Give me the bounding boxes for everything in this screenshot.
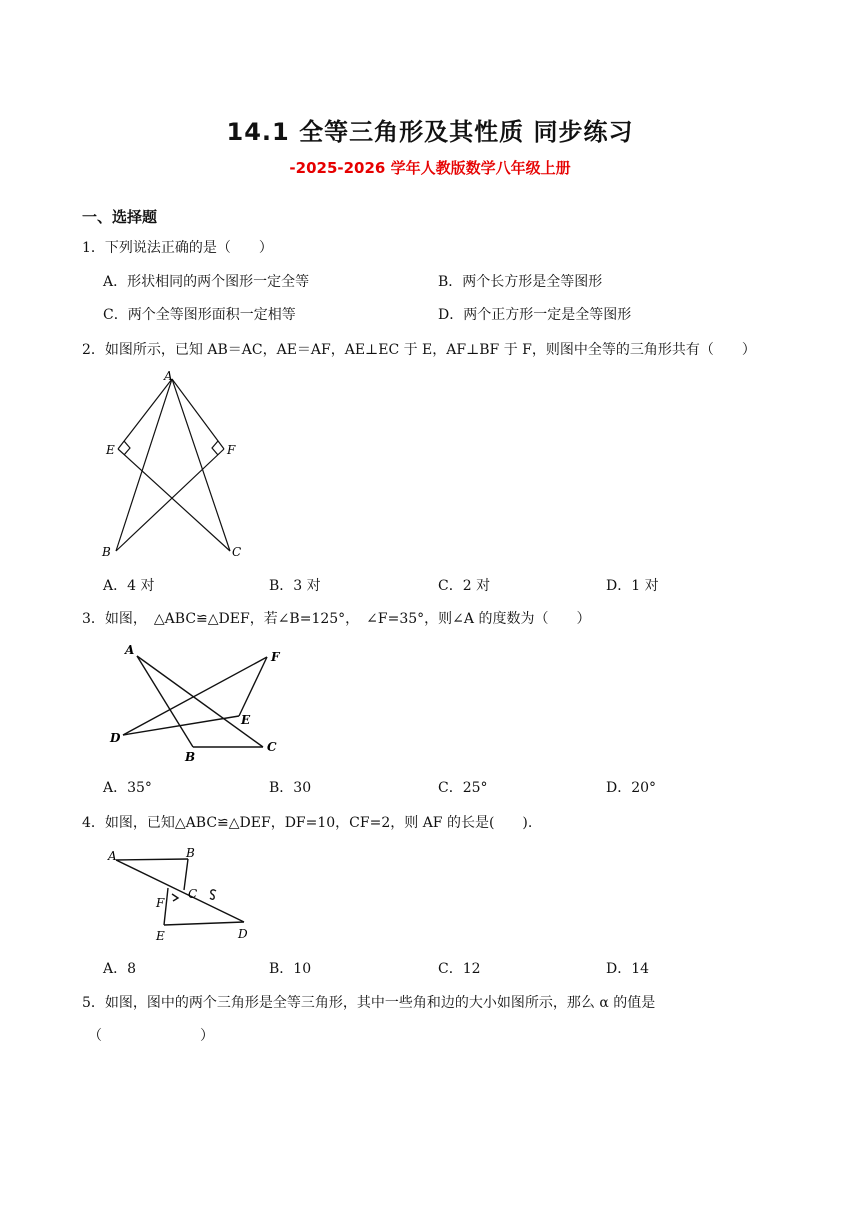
question-2-option-b: B．3 对 — [269, 578, 321, 594]
question-1-option-b: B．两个长方形是全等图形 — [438, 274, 603, 290]
segment-af — [172, 379, 224, 449]
question-5-answer-blank: （ ） — [88, 1028, 214, 1044]
segment-bc — [184, 859, 188, 890]
question-3-option-a: A．35° — [103, 780, 152, 796]
question-1-option-a: A．形状相同的两个图形一定全等 — [103, 274, 310, 290]
question-4-option-c: C．12 — [438, 961, 481, 977]
figure-label: C — [188, 887, 198, 901]
question-2-stem: 2．如图所示，已知 AB＝AC，AE＝AF，AE⊥EC 于 E，AF⊥BF 于 F，则图中全等的三角形共有（ ） — [82, 342, 756, 358]
figure-label: F — [156, 896, 165, 910]
figure-label: A — [125, 643, 135, 657]
question-4-figure — [104, 840, 264, 944]
question-4-option-d: D．14 — [606, 961, 650, 977]
segment-de — [164, 922, 244, 925]
question-1-option-c: C．两个全等图形面积一定相等 — [103, 307, 296, 323]
figure-label: A — [108, 849, 117, 863]
angle-mark-c — [210, 890, 216, 899]
figure-label: E — [106, 443, 115, 457]
segment-ad — [116, 860, 244, 922]
figure-label: F — [227, 443, 236, 457]
figure-label: A — [164, 369, 173, 383]
question-4-option-b: B．10 — [269, 961, 312, 977]
question-3-option-d: D．20° — [606, 780, 657, 796]
page-title: 14.1 全等三角形及其性质 同步练习 — [226, 118, 634, 146]
question-2-option-d: D．1 对 — [606, 578, 659, 594]
question-3-figure — [105, 638, 295, 766]
question-3-stem: 3．如图， △ABC≌△DEF，若∠B=125°， ∠F=35°，则∠A 的度数为（ ） — [82, 611, 591, 627]
right-angle-mark-f — [212, 441, 218, 455]
section-heading: 一、选择题 — [82, 208, 158, 226]
figure-label: B — [186, 846, 195, 860]
question-2-figure — [100, 366, 260, 562]
question-1-stem: 1．下列说法正确的是（ ） — [82, 240, 273, 256]
figure-label: B — [102, 545, 111, 559]
question-2-option-c: C．2 对 — [438, 578, 491, 594]
angle-mark-f — [172, 894, 178, 901]
question-1-option-d: D．两个正方形一定是全等图形 — [438, 307, 632, 323]
figure-label: D — [238, 927, 248, 941]
question-4-option-a: A．8 — [103, 961, 137, 977]
figure-label: D — [110, 731, 121, 745]
right-angle-mark-e — [124, 441, 130, 455]
segment-ae — [118, 379, 172, 449]
page-subtitle: -2025-2026 学年人教版数学八年级上册 — [289, 159, 571, 177]
question-4-stem: 4．如图，已知△ABC≌△DEF，DF=10，CF=2，则 AF 的长是( ). — [82, 815, 533, 831]
question-3-option-b: B．30 — [269, 780, 312, 796]
figure-label: F — [271, 650, 280, 664]
figure-label: E — [241, 713, 251, 727]
figure-label: C — [232, 545, 242, 559]
segment-ab — [116, 859, 188, 860]
figure-label: E — [156, 929, 165, 943]
segment-fe — [239, 657, 267, 716]
figure-label: C — [267, 740, 277, 754]
question-2-option-a: A．4 对 — [103, 578, 155, 594]
question-3-option-c: C．25° — [438, 780, 488, 796]
segment-ef — [164, 888, 168, 925]
question-5-stem: 5．如图，图中的两个三角形是全等三角形，其中一些角和边的大小如图所示，那么 α 的值是 — [82, 995, 656, 1011]
figure-label: B — [185, 750, 196, 764]
